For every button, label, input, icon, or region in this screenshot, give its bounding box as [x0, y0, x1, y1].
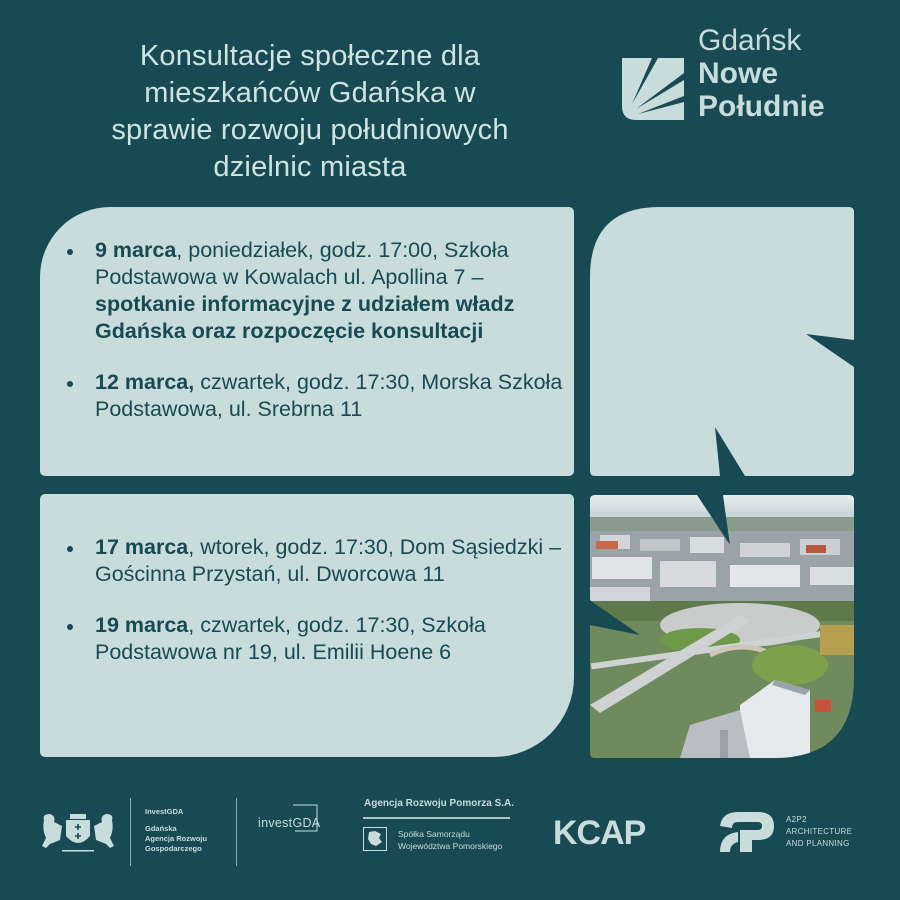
event-item: [64, 369, 564, 423]
investgda-sub: Gospodarczego: [145, 844, 202, 853]
investgda-logo: investGDA: [258, 816, 321, 830]
title-line: mieszkańców Gdańska w: [144, 77, 476, 109]
arp-subtitle: [398, 828, 502, 852]
title-line: Konsultacje społeczne dla: [139, 40, 481, 72]
investgda-agency-text: [145, 807, 207, 854]
events-card-top: [40, 207, 574, 476]
event-item: [64, 237, 564, 345]
divider: [236, 798, 237, 866]
event-details: , czwartek, godz. 17:30, Szkoła Podstawowa nr 19, ul. Emilii Hoene 6: [95, 613, 486, 664]
sunburst-square-logo-icon: [622, 58, 684, 120]
event-date: 12 marca,: [95, 370, 195, 394]
partner-logos: [0, 790, 900, 880]
events-list: [64, 237, 564, 447]
a2p2-line: A2P2: [786, 815, 807, 824]
event-details: , poniedziałek, godz. 17:00, Szkoła Podstawowa w Kowalach ul. Apollina 7 –: [95, 238, 509, 289]
divider: [130, 798, 131, 866]
investgda-sub: Gdańska: [145, 824, 177, 833]
investgda-title: InvestGDA: [145, 807, 184, 816]
event-details: czwartek, godz. 17:30, Morska Szkoła Podstawowa, ul. Srebrna 11: [95, 370, 563, 421]
brand-wordmark: [698, 24, 825, 123]
brand-line-1: Gdańsk: [698, 24, 802, 57]
arp-sub-line: Województwa Pomorskiego: [398, 841, 503, 851]
event-item: [64, 534, 564, 588]
arp-divider: [363, 817, 510, 819]
brand-logo: [622, 22, 882, 132]
page-title: [30, 38, 590, 186]
a2p2-wordmark: [786, 814, 852, 850]
a2p2-line: ARCHITECTURE: [786, 827, 853, 836]
events-card-bottom: [40, 494, 574, 757]
a2p2-line: AND PLANNING: [786, 839, 850, 848]
title-line: sprawie rozwoju południowych: [111, 114, 509, 146]
arp-title: Agencja Rozwoju Pomorza S.A.: [364, 798, 515, 809]
event-item: [64, 612, 564, 666]
event-date: 19 marca: [95, 613, 189, 637]
brand-line-3: Południe: [698, 90, 825, 123]
title-line: dzielnic miasta: [213, 151, 407, 183]
gdansk-coat-of-arms-icon: [40, 810, 116, 852]
kcap-logo: KCAP: [553, 814, 646, 852]
events-list: [64, 534, 564, 690]
a2p2-logo-icon: [718, 810, 776, 852]
investgda-sub: Agencja Rozwoju: [145, 834, 208, 843]
event-details: , wtorek, godz. 17:30, Dom Sąsiedzki – Gościnna Przystań, ul. Dworcowa 11: [95, 535, 562, 586]
decorative-notched-shape: [590, 207, 854, 476]
event-highlight: spotkanie informacyjne z udziałem władz Gdańska oraz rozpoczęcie konsultacji: [95, 292, 515, 343]
brand-line-2: Nowe: [698, 57, 779, 90]
event-date: 9 marca: [95, 238, 177, 262]
arp-sub-line: Spółka Samorządu: [398, 829, 470, 839]
griffin-emblem-icon: [363, 827, 387, 851]
event-date: 17 marca: [95, 535, 189, 559]
aerial-photo: [590, 495, 854, 758]
